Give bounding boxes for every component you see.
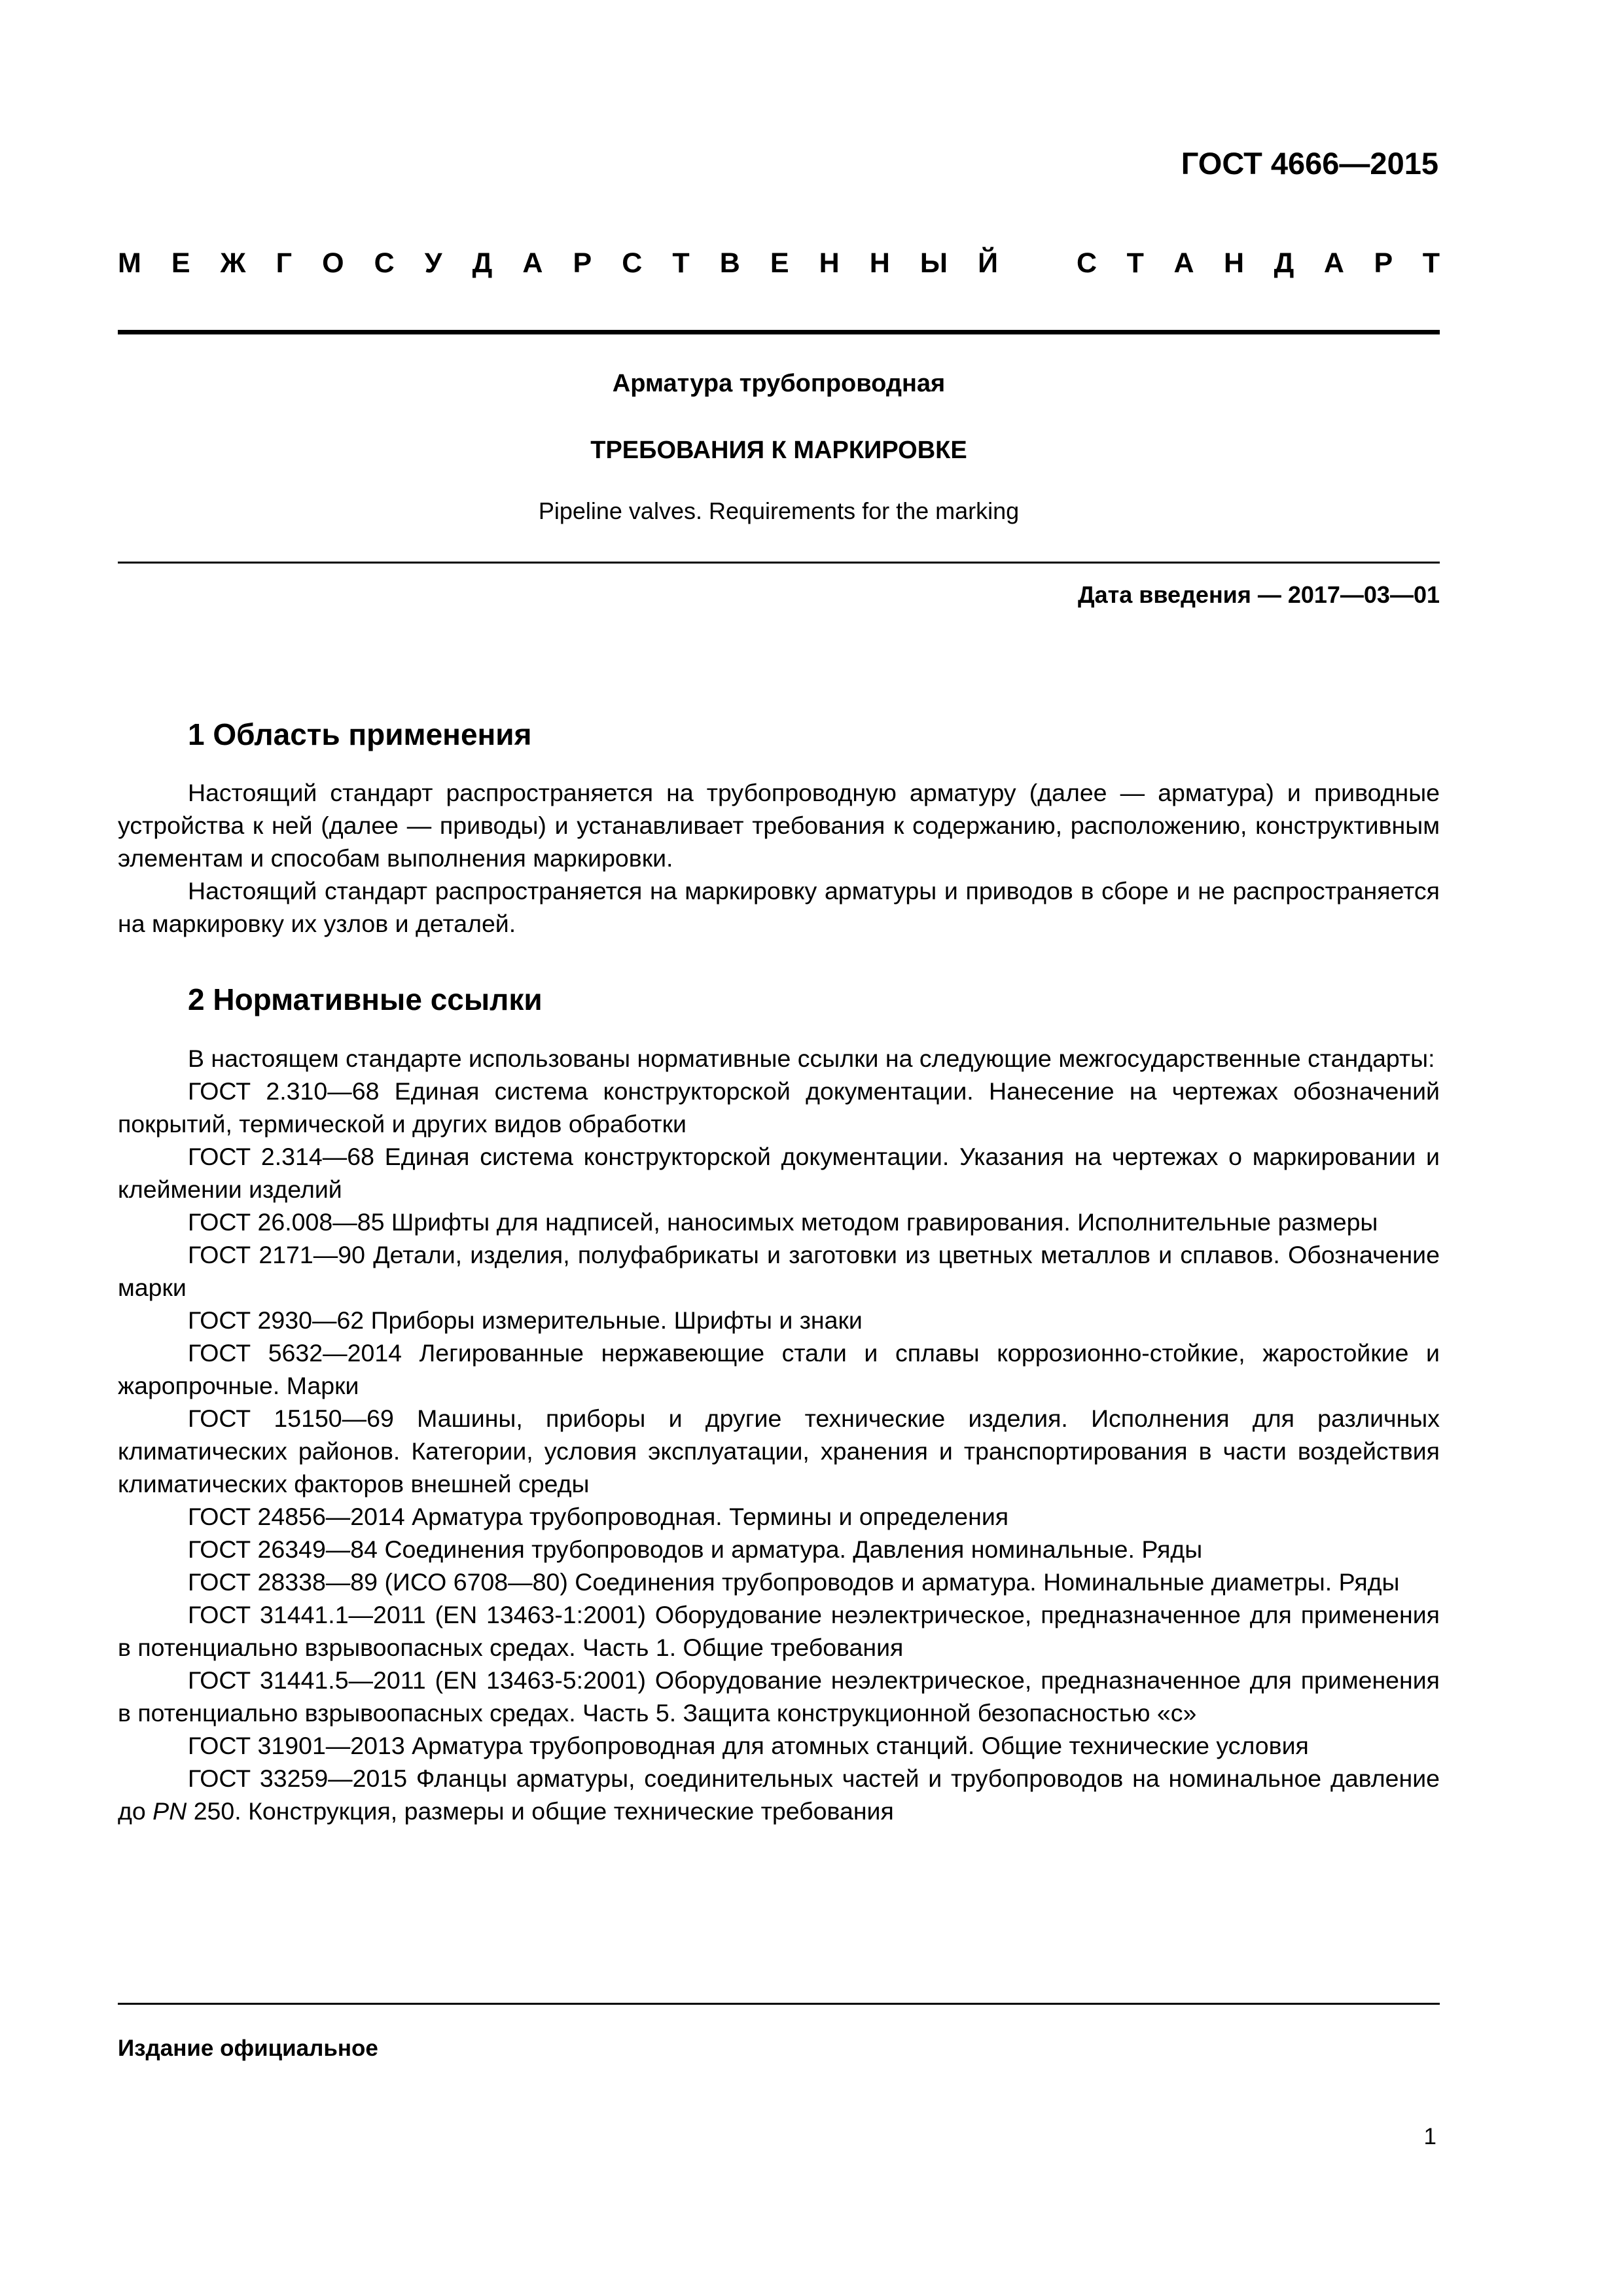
reference-item: ГОСТ 5632—2014 Легированные нержавеющие стали и сплавы коррозионно-стойкие, жаростойкие и жаропрочные. Марки [118, 1339, 1440, 1399]
page-number: 1 [1423, 2124, 1436, 2149]
reference-item: ГОСТ 33259—2015 Фланцы арматуры, соединительных частей и трубопроводов на номинальное давление до PN 250. Конструкция, размеры и общие технические требования [118, 1765, 1440, 1825]
reference-item: ГОСТ 2.310—68 Единая система конструкторской документации. Нанесение на чертежах обозначений покрытий, термической и других видов обработки [118, 1077, 1440, 1138]
standard-type-banner [118, 247, 1440, 279]
edition-label: Издание официальное [118, 2036, 378, 2061]
banner-word-interstate: М Е Ж Г О С У Д А Р С Т В Е Н Н Ы Й [118, 247, 998, 279]
paragraph: Настоящий стандарт распространяется на маркировку арматуры и приводов в сборе и не распространяется на маркировку их узлов и деталей. [118, 877, 1440, 937]
standard-code: ГОСТ 4666—2015 [1181, 146, 1438, 181]
reference-item: ГОСТ 28338—89 (ИСО 6708—80) Соединения трубопроводов и арматура. Номинальные диаметры. Ряды [188, 1568, 1400, 1596]
footer-divider [118, 2003, 1440, 2005]
section-1-body [118, 776, 1440, 940]
document-subtitle: ТРЕБОВАНИЯ К МАРКИРОВКЕ [590, 437, 967, 464]
reference-item: ГОСТ 26349—84 Соединения трубопроводов и арматура. Давления номинальные. Ряды [188, 1535, 1203, 1563]
banner-word-standard: С Т А Н Д А Р Т [1077, 247, 1440, 279]
reference-item: ГОСТ 31901—2013 Арматура трубопроводная для атомных станций. Общие технические условия [188, 1732, 1309, 1759]
reference-item: ГОСТ 31441.1—2011 (EN 13463-1:2001) Оборудование неэлектрическое, предназначенное для применения в потенциально взрывоопасных средах. Часть 1. Общие требования [118, 1601, 1440, 1661]
reference-item: ГОСТ 24856—2014 Арматура трубопроводная. Термины и определения [188, 1503, 1009, 1530]
section-2-heading: 2 Нормативные ссылки [188, 982, 543, 1016]
section-2-body [118, 1042, 1440, 1827]
reference-item: ГОСТ 15150—69 Машины, приборы и другие технические изделия. Исполнения для различных климатических районов. Категории, условия эксплуатации, хранения и транспортирования в части воздействия климатических факторов внешней среды [118, 1405, 1440, 1498]
reference-item: ГОСТ 2171—90 Детали, изделия, полуфабрикаты и заготовки из цветных металлов и сплавов. Обозначение марки [118, 1241, 1440, 1301]
reference-item: ГОСТ 26.008—85 Шрифты для надписей, наносимых методом гравирования. Исполнительные размеры [188, 1208, 1378, 1236]
document-title-english: Pipeline valves. Requirements for the marking [538, 497, 1020, 524]
reference-item: ГОСТ 2930—62 Приборы измерительные. Шрифты и знаки [188, 1306, 863, 1334]
header-divider [118, 330, 1440, 334]
title-divider [118, 562, 1440, 564]
document-title: Арматура трубопроводная [612, 370, 946, 397]
introduction-date: Дата введения — 2017—03—01 [1077, 581, 1440, 608]
paragraph: В настоящем стандарте использованы нормативные ссылки на следующие межгосударственные стандарты: [188, 1045, 1435, 1072]
section-1-heading: 1 Область применения [188, 717, 532, 751]
reference-item: ГОСТ 31441.5—2011 (EN 13463-5:2001) Оборудование неэлектрическое, предназначенное для применения в потенциально взрывоопасных средах. Часть 5. Защита конструкционной безопасностью «с» [118, 1666, 1440, 1727]
reference-item: ГОСТ 2.314—68 Единая система конструкторской документации. Указания на чертежах о маркировании и клеймении изделий [118, 1143, 1440, 1203]
paragraph: Настоящий стандарт распространяется на трубопроводную арматуру (далее — арматура) и приводные устройства к ней (далее — приводы) и устанавливает требования к содержанию, расположению, конструктивным элементам и способам выполнения маркировки. [118, 779, 1440, 872]
